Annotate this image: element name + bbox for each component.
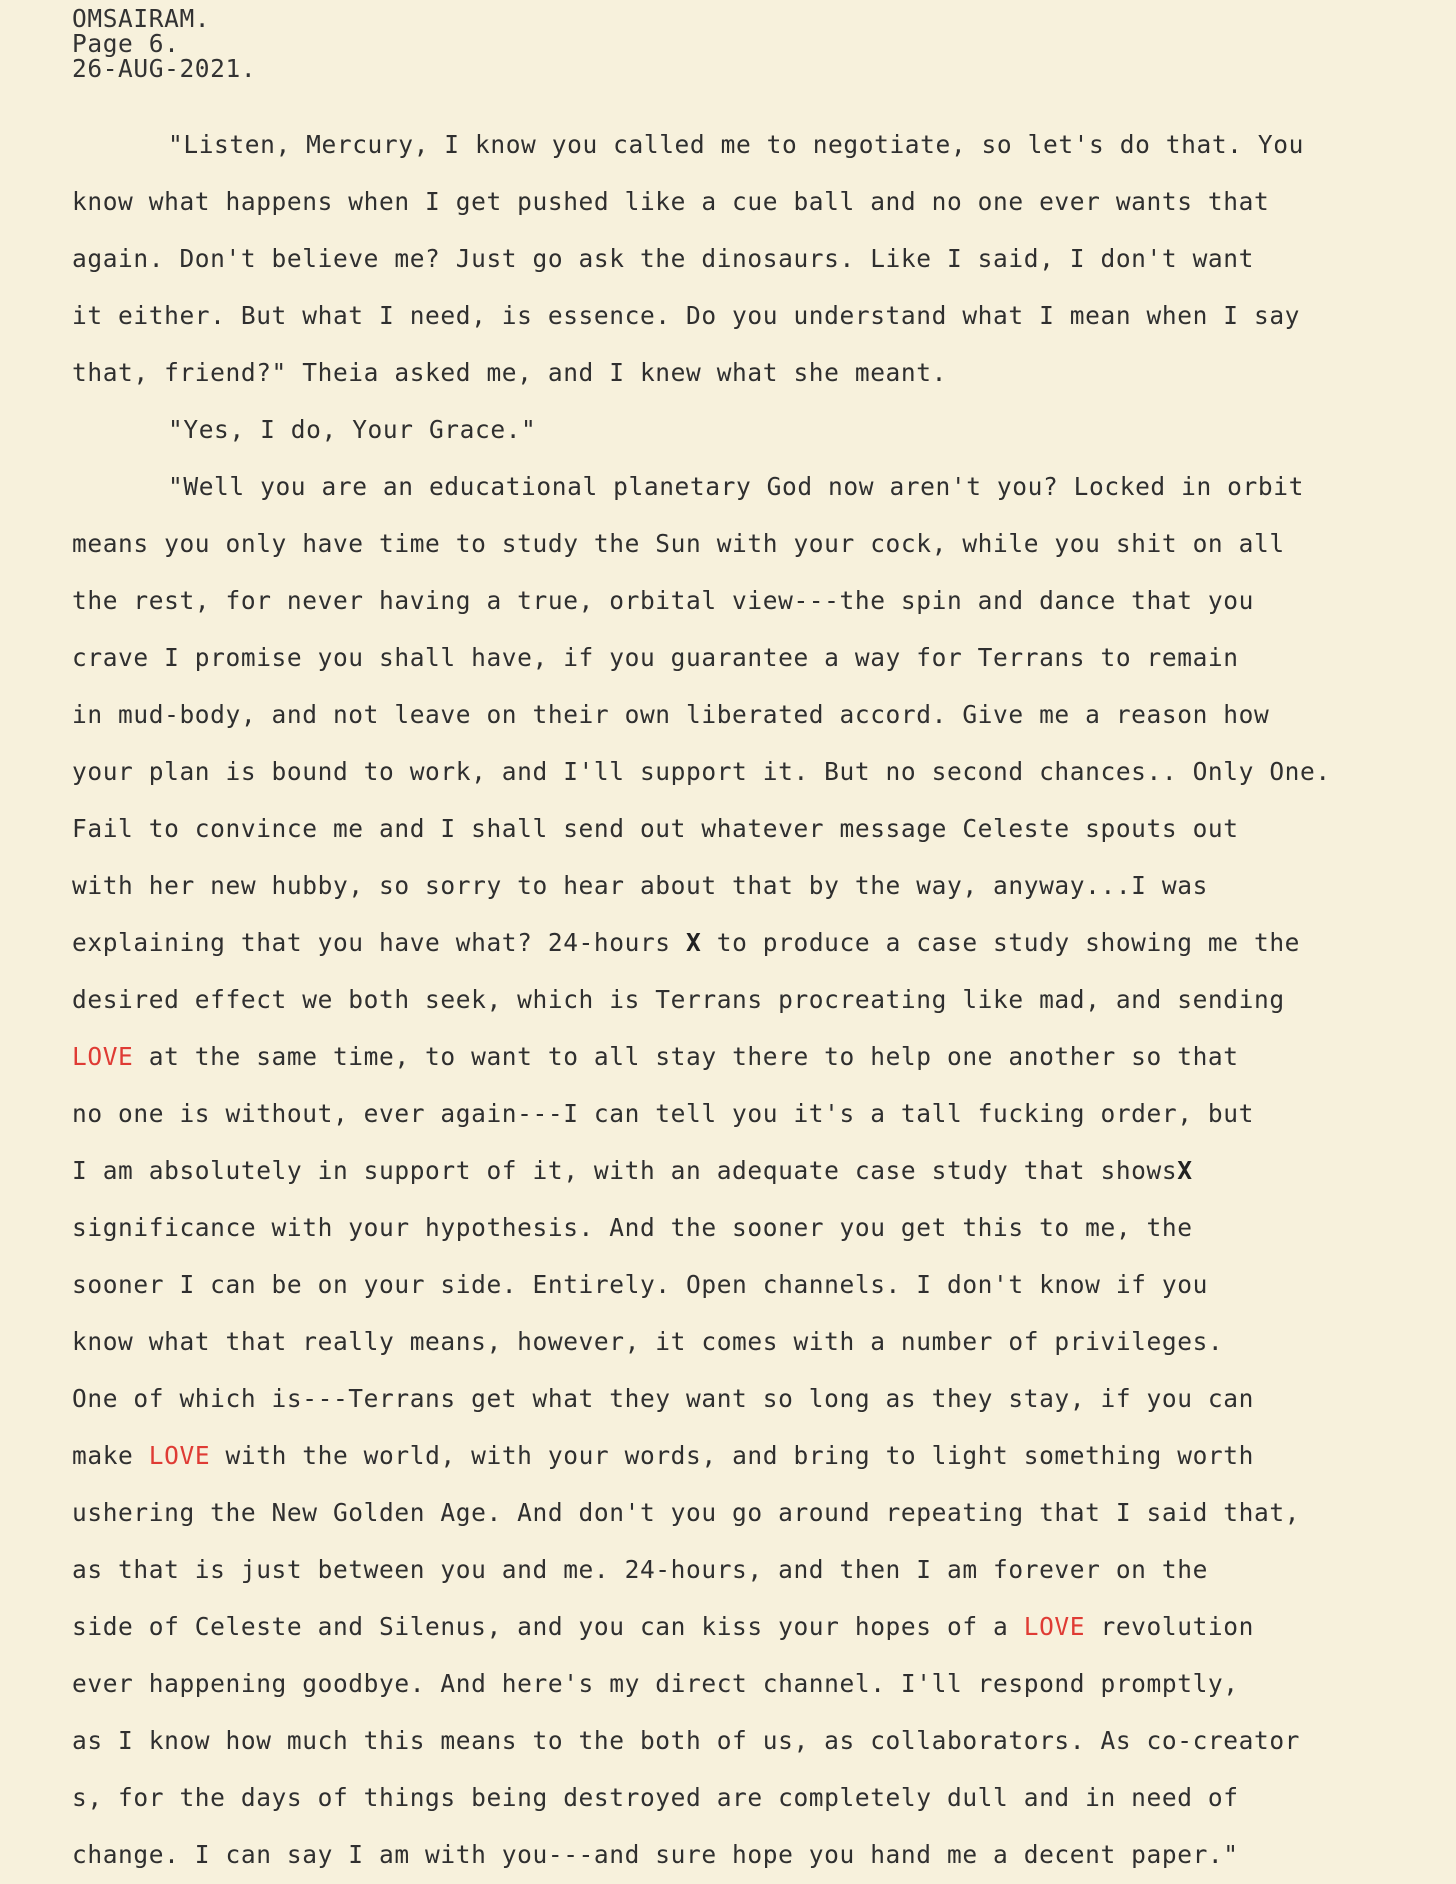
text-segment: again. Don't believe me? Just go ask the dinosaurs. Like I said, I don't want — [72, 244, 1254, 273]
text-segment: One of which is---Terrans get what they want so long as they stay, if you can — [72, 1384, 1254, 1413]
text-line — [72, 458, 1448, 515]
text-segment: ushering the New Golden Age. And don't you go around repeating that I said that, — [72, 1498, 1301, 1527]
text-segment: change. I can say I am with you---and sure hope you hand me a decent paper." — [72, 1840, 1239, 1869]
text-segment: s, for the days of things being destroyed are completely dull and in need of — [72, 1783, 1239, 1812]
text-segment: I am absolutely in support of it, with an adequate case study that shows — [72, 1156, 1178, 1185]
text-line — [72, 1826, 1448, 1883]
text-segment: "Well you are an educational planetary God now aren't you? Locked in orbit — [168, 472, 1304, 501]
text-segment: with the world, with your words, and bring to light something worth — [210, 1441, 1254, 1470]
text-segment: sooner I can be on your side. Entirely. Open channels. I don't know if you — [72, 1270, 1208, 1299]
text-segment: crave I promise you shall have, if you guarantee a way for Terrans to remain — [72, 643, 1239, 672]
text-line — [72, 1199, 1448, 1256]
text-line — [72, 572, 1448, 629]
text-line — [72, 401, 1448, 458]
text-line — [72, 1028, 1448, 1085]
text-segment: it either. But what I need, is essence. Do you understand what I mean when I say — [72, 301, 1301, 330]
text-segment: Fail to convince me and I shall send out whatever message Celeste spouts out — [72, 814, 1239, 843]
text-line — [72, 1712, 1448, 1769]
text-segment: revolution — [1085, 1612, 1254, 1641]
text-segment: know what that really means, however, it comes with a number of privileges. — [72, 1327, 1224, 1356]
text-line — [72, 287, 1448, 344]
text-line — [72, 800, 1448, 857]
text-segment: explaining that you have what? 24-hours — [72, 928, 687, 957]
text-line — [72, 1655, 1448, 1712]
love-word: LOVE — [148, 1441, 211, 1470]
text-segment: as that is just between you and me. 24-hours, and then I am forever on the — [72, 1555, 1208, 1584]
text-line — [72, 1484, 1448, 1541]
text-segment: your plan is bound to work, and I'll support it. But no second chances.. Only One. — [72, 757, 1331, 786]
text-line — [72, 515, 1448, 572]
text-segment: "Listen, Mercury, I know you called me to negotiate, so let's do that. You — [168, 130, 1304, 159]
text-segment: desired effect we both seek, which is Terrans procreating like mad, and sending — [72, 985, 1285, 1014]
love-word: LOVE — [1023, 1612, 1086, 1641]
text-segment: means you only have time to study the Sun with your cock, while you shit on all — [72, 529, 1285, 558]
text-segment: at the same time, to want to all stay there to help one another so that — [133, 1042, 1239, 1071]
text-line — [72, 1085, 1448, 1142]
text-segment: no one is without, ever again---I can tell you it's a tall fucking order, but — [72, 1099, 1254, 1128]
text-segment: the rest, for never having a true, orbital view---the spin and dance that you — [72, 586, 1254, 615]
text-segment: ever happening goodbye. And here's my direct channel. I'll respond promptly, — [72, 1669, 1239, 1698]
header-title: OMSAIRAM. — [72, 4, 211, 33]
text-line — [72, 1598, 1448, 1655]
text-segment: that, friend?" Theia asked me, and I knew what she meant. — [72, 358, 947, 387]
text-line — [72, 914, 1448, 971]
text-line — [72, 1370, 1448, 1427]
text-line — [72, 116, 1448, 173]
text-segment: know what happens when I get pushed like a cue ball and no one ever wants that — [72, 187, 1270, 216]
strikeover-mark: X — [686, 928, 702, 957]
text-segment: with her new hubby, so sorry to hear about that by the way, anyway...I was — [72, 871, 1208, 900]
text-line — [72, 971, 1448, 1028]
text-line — [72, 1142, 1448, 1199]
text-line — [72, 173, 1448, 230]
love-word: LOVE — [72, 1042, 134, 1071]
body-text — [72, 116, 1448, 1883]
text-segment: significance with your hypothesis. And the sooner you get this to me, the — [72, 1213, 1193, 1242]
text-line — [72, 629, 1448, 686]
text-line — [72, 1769, 1448, 1826]
text-line — [72, 857, 1448, 914]
text-segment: to produce a case study showing me the — [701, 928, 1301, 957]
header-page-number: Page 6. — [72, 29, 180, 58]
text-segment: make — [72, 1441, 149, 1470]
text-line — [72, 743, 1448, 800]
text-line — [72, 344, 1448, 401]
text-segment: in mud-body, and not leave on their own liberated accord. Give me a reason how — [72, 700, 1270, 729]
text-segment: as I know how much this means to the both of us, as collaborators. As co-creator — [72, 1726, 1301, 1755]
text-line — [72, 1313, 1448, 1370]
text-line — [72, 230, 1448, 287]
header-date: 26-AUG-2021. — [72, 54, 257, 83]
page-header — [72, 6, 256, 81]
text-line — [72, 686, 1448, 743]
text-line — [72, 1541, 1448, 1598]
strikeover-mark: X — [1177, 1156, 1193, 1185]
text-line — [72, 1256, 1448, 1313]
text-line — [72, 1427, 1448, 1484]
text-segment: "Yes, I do, Your Grace." — [168, 415, 537, 444]
text-segment: side of Celeste and Silenus, and you can kiss your hopes of a — [72, 1612, 1024, 1641]
